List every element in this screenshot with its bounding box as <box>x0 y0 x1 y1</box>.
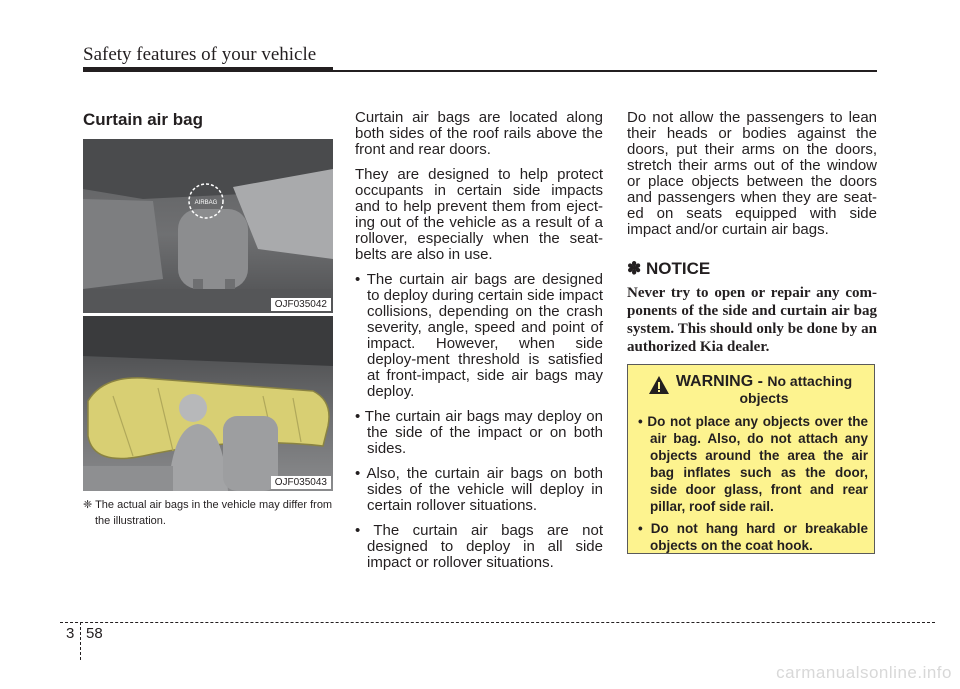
notice-text: Never try to open or repair any com-ponents of the side and curtain air bag system. This should only be done by an authorized Kia dealer. <box>627 285 877 355</box>
header-rule-thin <box>333 70 877 72</box>
watermark: carmanualsonline.info <box>776 663 952 682</box>
roof-interior-drawing <box>83 139 333 313</box>
figure-code-bottom: OJF035043 <box>271 476 331 489</box>
section-title: Curtain air bag <box>83 110 203 129</box>
paragraph-purpose: They are designed to help protect occupants in certain side impacts and to help prevent them from eject-ing out of the vehicle as a result of a rollover, especially when the seat-belts are also in use. <box>355 166 603 263</box>
warning-items <box>638 413 868 559</box>
warning-box <box>627 364 875 554</box>
footer-rule <box>60 622 935 623</box>
page-number: 58 <box>86 625 103 642</box>
paragraph-passenger-caution: Do not allow the passengers to lean their heads or bodies against the doors, put their arms on the doors, stretch their arms out of the window or place objects between the doors and passengers when they are seat-ed on seats equipped with side impact and/or curtain air bags. <box>627 109 877 238</box>
illustration-curtain-deployed <box>83 316 333 491</box>
chapter-number: 3 <box>66 625 75 642</box>
warning-label: WARNING - <box>675 373 768 390</box>
notice-heading: ✽ NOTICE <box>627 259 711 278</box>
bullet-item: • The curtain air bags are designed to deploy during certain side impact collisions, depending on the crash severity, angle, speed and point of impact. However, when side deploy-ment threshold is satisfied at front-impact, side air bags may deploy. <box>355 271 603 400</box>
warning-item: • Do not hang hard or breakable objects on the coat hook. <box>638 521 868 553</box>
figure-code-top: OJF035042 <box>271 298 331 311</box>
paragraph-location: Curtain air bags are located along both sides of the roof rails above the front and rear doors. <box>355 109 603 158</box>
bullet-item: • Also, the curtain air bags on both sides of the vehicle will deploy in certain rollover situations. <box>355 465 603 514</box>
warning-subtitle: No attaching objects <box>739 373 853 406</box>
bullet-item: • The curtain air bags may deploy on the side of the impact or on both sides. <box>355 408 603 457</box>
bullet-item: • The curtain air bags are not designed to deploy in all side impact or rollover situations. <box>355 522 603 571</box>
page-header-title: Safety features of your vehicle <box>83 44 317 65</box>
column-middle <box>355 110 603 580</box>
footer-divider <box>80 622 81 660</box>
curtain-airbag-drawing <box>83 316 333 491</box>
header-rule-thick <box>83 67 333 72</box>
warning-heading <box>658 373 870 407</box>
svg-text:AIRBAG: AIRBAG <box>194 200 218 206</box>
illustration-roof <box>83 139 333 313</box>
figure-note-text: ❈ The actual air bags in the vehicle may differ from the illustration. <box>83 499 333 527</box>
warning-item: • Do not place any objects over the air bag. Also, do not attach any objects around the area the air bag inflates such as the door, side door glass, front and rear pillar, roof side rail. <box>638 414 868 514</box>
column-right <box>627 110 877 247</box>
figure-note <box>83 497 335 529</box>
